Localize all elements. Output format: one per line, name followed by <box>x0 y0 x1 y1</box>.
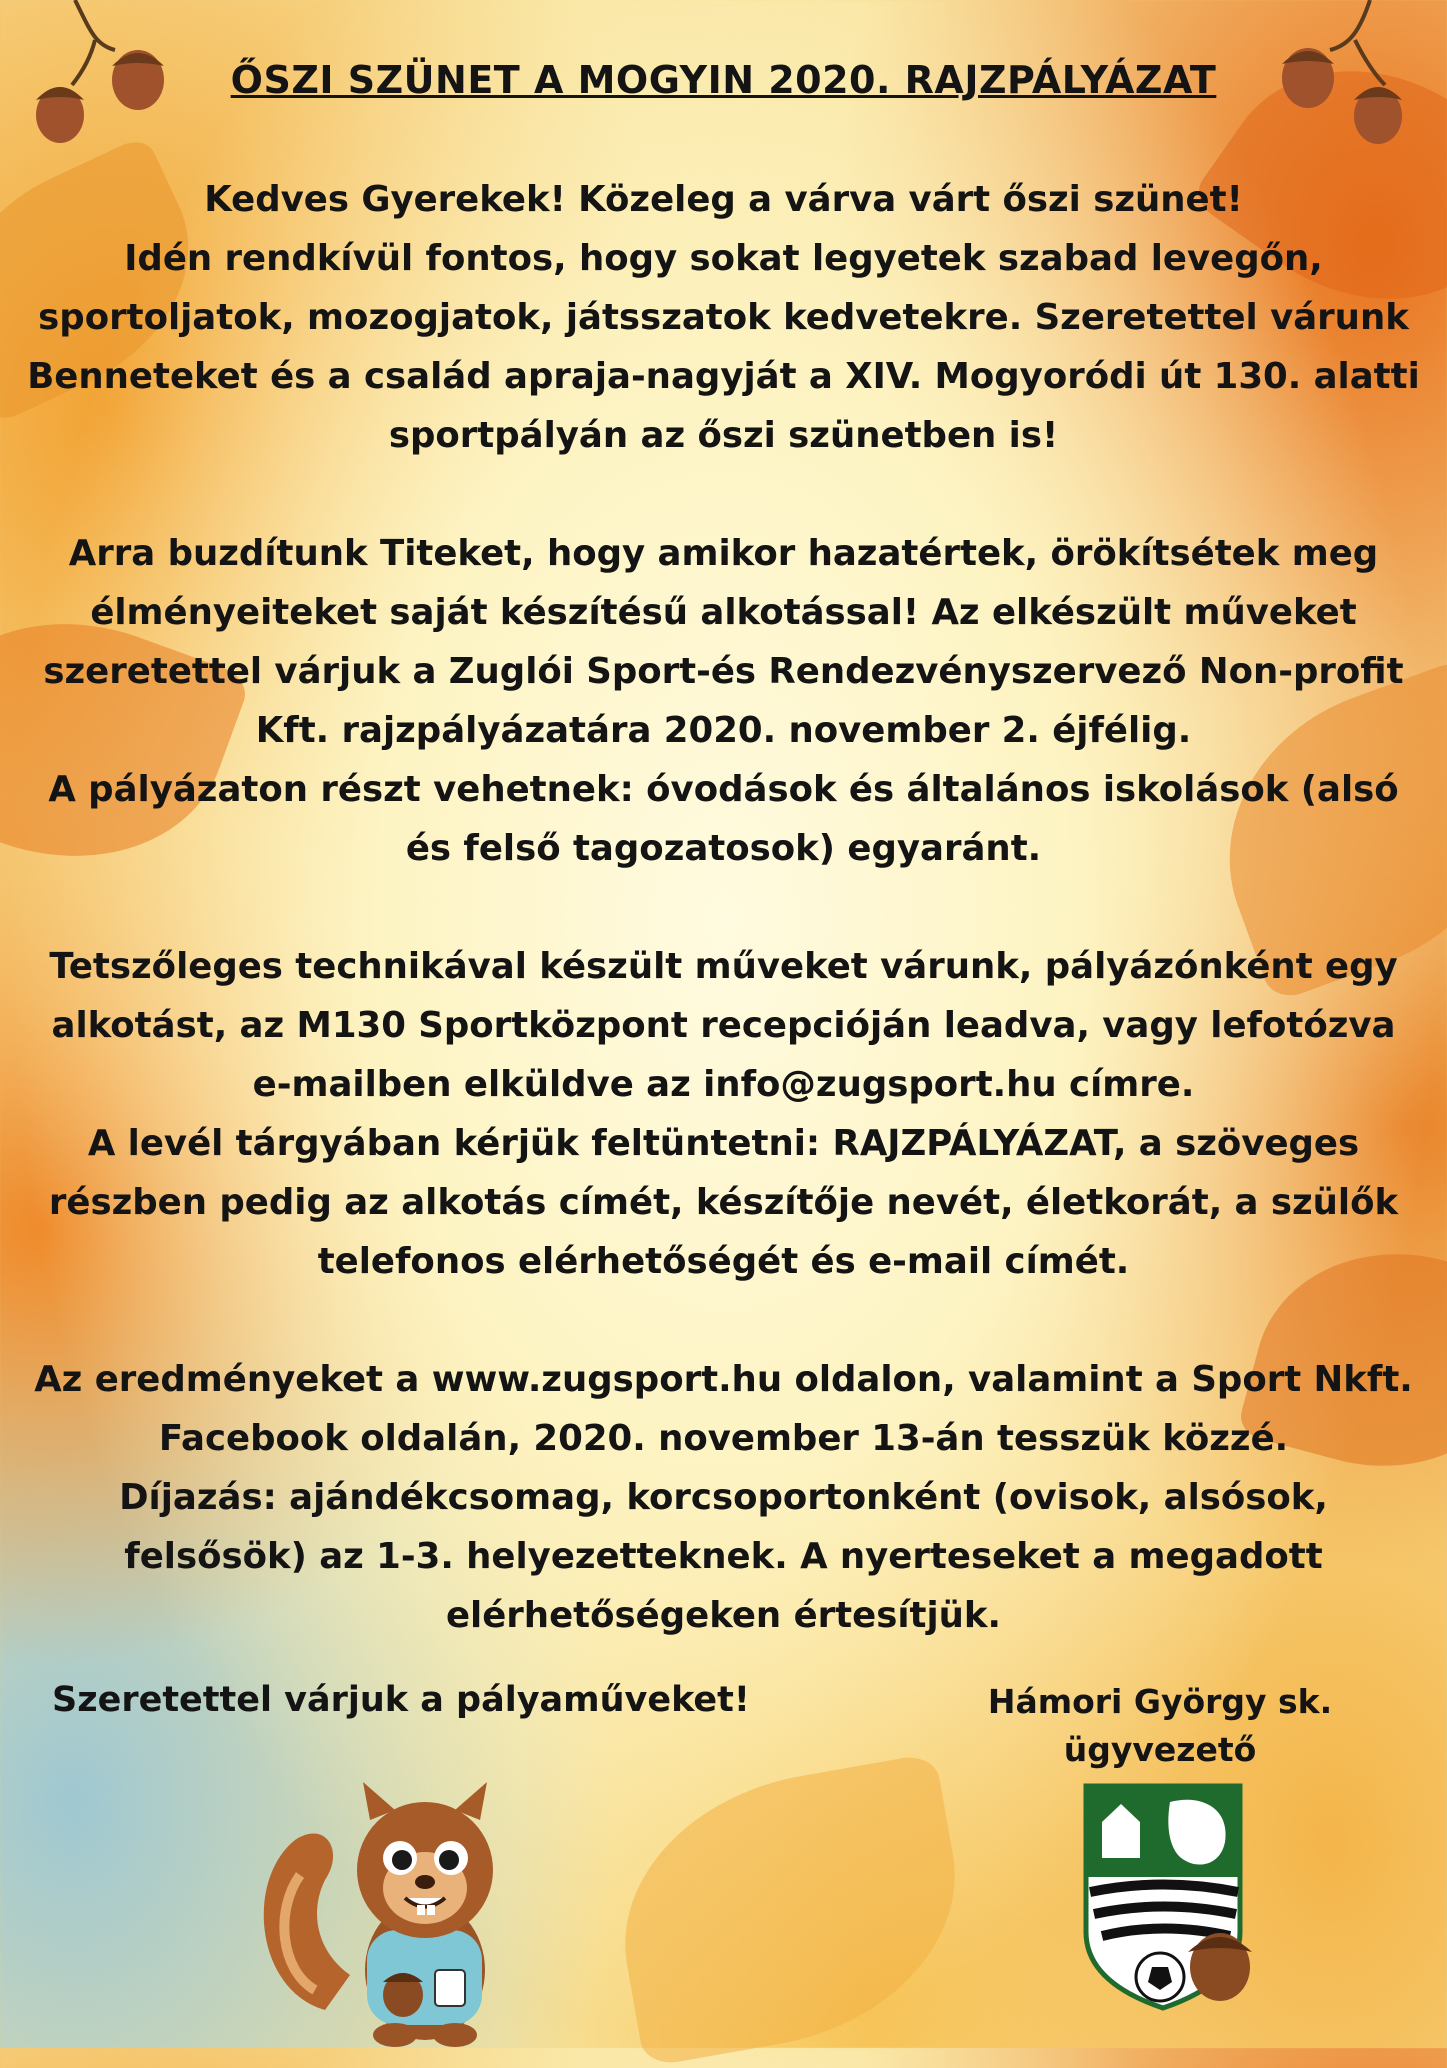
text-line: Az eredményeket a www.zugsport.hu oldalon, valamint a Sport Nkft. <box>34 1359 1413 1400</box>
text-line: Kft. rajzpályázatára 2020. november 2. éjfélig. <box>255 710 1192 751</box>
text-line: A pályázaton részt vehetnek: óvodások és általános iskolások (alsó <box>48 769 1399 810</box>
text-line: A levél tárgyában kérjük feltüntetni: RAJZPÁLYÁZAT, a szöveges <box>87 1123 1360 1164</box>
text-line: telefonos elérhetőségét és e-mail címét. <box>317 1241 1130 1282</box>
text-line: Idén rendkívül fontos, hogy sokat legyetek szabad levegőn, <box>124 238 1323 279</box>
signer-name: Hámori György sk. <box>987 1682 1333 1721</box>
text-line: Díjazás: ajándékcsomag, korcsoportonként (ovisok, alsósok, <box>119 1477 1328 1518</box>
text-line: Benneteket és a család apraja-nagyját a XIV. Mogyoródi út 130. alatti <box>27 356 1420 397</box>
text-line: Facebook oldalán, 2020. november 13-án tesszük közzé. <box>158 1418 1289 1459</box>
text-line: sportoljatok, mozogjatok, játsszatok kedvetekre. Szeretettel várunk <box>38 297 1409 338</box>
paragraph-submission <box>20 937 1427 1291</box>
text-line: és felső tagozatosok) egyaránt. <box>405 828 1042 869</box>
text-line: részben pedig az alkotás címét, készítője nevét, életkorát, a szülők <box>48 1182 1399 1223</box>
paragraph-call <box>20 524 1427 878</box>
text-line: alkotást, az M130 Sportközpont recepcióján leadva, vagy lefotózva <box>51 1005 1396 1046</box>
text-line: sportpályán az őszi szünetben is! <box>388 415 1059 456</box>
announcement-body <box>20 170 1427 1704</box>
club-crest-logo <box>1080 1782 1280 2012</box>
paragraph-intro <box>20 170 1427 465</box>
squirrel-mascot-icon <box>255 1760 525 2048</box>
signer-role: ügyvezető <box>1063 1730 1257 1769</box>
closing-line: Szeretettel várjuk a pályaműveket! <box>52 1680 750 1720</box>
signature-block <box>960 1678 1360 1774</box>
text-line: élményeiteket saját készítésű alkotással! Az elkészült műveket <box>90 592 1357 633</box>
text-line: Arra buzdítunk Titeket, hogy amikor hazatértek, örökítsétek meg <box>68 533 1379 574</box>
text-line: Tetszőleges technikával készült műveket várunk, pályázónként egy <box>49 946 1398 987</box>
page-title: ŐSZI SZÜNET A MOGYIN 2020. RAJZPÁLYÁZAT <box>230 58 1217 102</box>
text-line: Kedves Gyerekek! Közeleg a várva várt őszi szünet! <box>204 179 1243 220</box>
text-line: felsősök) az 1-3. helyezetteknek. A nyerteseket a megadott <box>124 1536 1323 1577</box>
paragraph-results <box>20 1350 1427 1645</box>
text-line: szeretettel várjuk a Zuglói Sport-és Rendezvényszervező Non-profit <box>43 651 1404 692</box>
text-line: elérhetőségeken értesítjük. <box>445 1595 1002 1636</box>
background-leaf <box>600 1752 980 2067</box>
text-line: e-mailben elküldve az info@zugsport.hu címre. <box>252 1064 1195 1105</box>
